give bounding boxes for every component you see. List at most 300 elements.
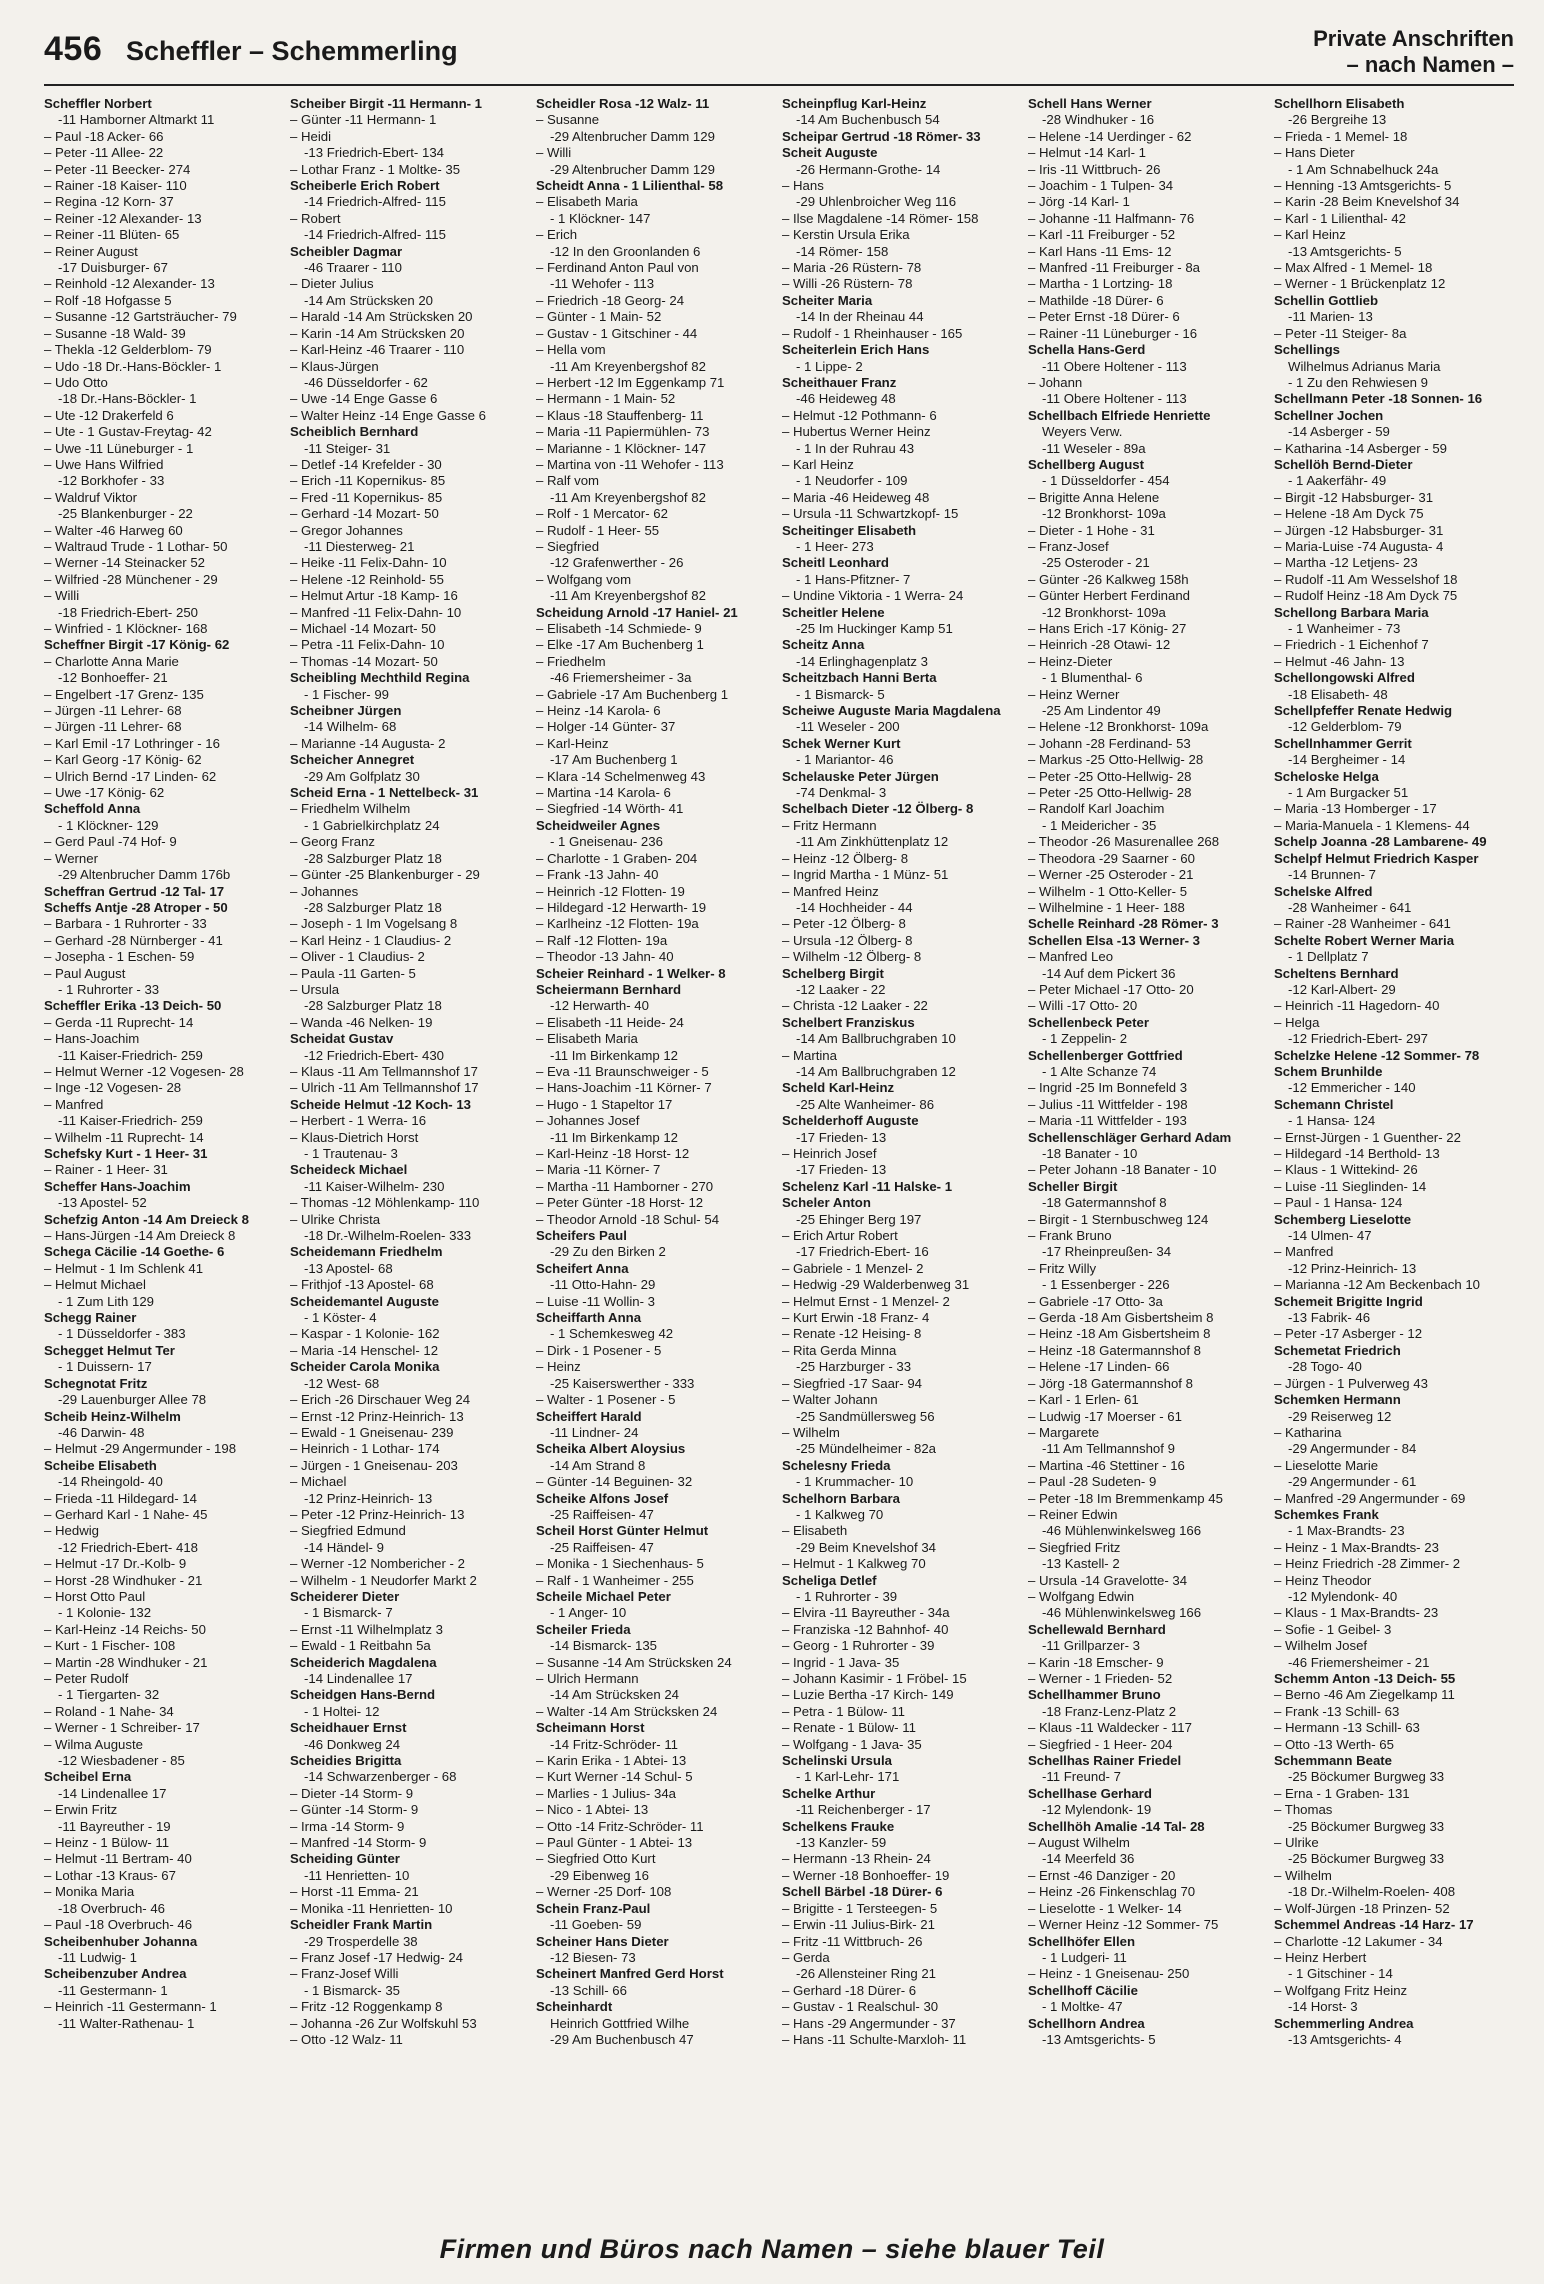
- surname-entry: Scheika Albert Aloysius: [536, 1441, 686, 1457]
- surname-entry: Scheffner Birgit -17 König- 62: [44, 637, 230, 653]
- given-name-entry: – Willi: [44, 588, 80, 604]
- address-line: -14 Schwarzenberger - 68: [304, 1769, 457, 1785]
- given-name-entry: – Helmut Ernst - 1 Menzel- 2: [782, 1293, 950, 1309]
- given-name-entry: – Ernst -12 Prinz-Heinrich- 13: [290, 1408, 464, 1424]
- given-name-entry: – Helmut Artur -18 Kamp- 16: [290, 588, 458, 604]
- given-name-entry: – Monika -11 Henrietten- 10: [290, 1900, 453, 1916]
- address-line: -13 Amtsgerichts- 4: [1288, 2031, 1402, 2047]
- given-name-entry: – Frank -13 Jahn- 40: [536, 867, 659, 883]
- given-name-entry: – Birgit - 1 Sternbuschweg 124: [1028, 1211, 1209, 1227]
- given-name-entry: – Paul Günter - 1 Abtei- 13: [536, 1835, 693, 1851]
- given-name-entry: – Dieter - 1 Hohe - 31: [1028, 522, 1155, 538]
- given-name-entry: – Peter -25 Otto-Hellwig- 28: [1028, 768, 1192, 784]
- given-name-entry: – Günter -25 Blankenburger - 29: [290, 867, 480, 883]
- address-line: -14 Brunnen- 7: [1288, 867, 1376, 883]
- surname-entry: Schell Hans Werner: [1028, 96, 1152, 111]
- address-line: -11 Diesterweg- 21: [304, 538, 415, 554]
- given-name-entry: – Max Alfred - 1 Memel- 18: [1274, 260, 1433, 276]
- given-name-entry: – Rainer -18 Kaiser- 110: [44, 178, 187, 194]
- given-name-entry: – August Wilhelm: [1028, 1835, 1130, 1851]
- address-line: -14 Wilhelm- 68: [304, 719, 397, 735]
- address-line: -29 Angermunder - 61: [1288, 1474, 1417, 1490]
- address-line: -13 Apostel- 52: [58, 1195, 147, 1211]
- surname-entry: Scheier Reinhard - 1 Welker- 8: [536, 965, 726, 981]
- given-name-entry: – Horst -28 Windhuker - 21: [44, 1572, 203, 1588]
- given-name-entry: – Heike -11 Felix-Dahn- 10: [290, 555, 447, 571]
- given-name-entry: – Hans -11 Schulte-Marxloh- 11: [782, 2031, 967, 2047]
- address-line: -46 Mühlenwinkelsweg 166: [1042, 1605, 1202, 1621]
- address-line: -11 Steiger- 31: [304, 440, 391, 456]
- given-name-entry: – Manfred -29 Angermunder - 69: [1274, 1490, 1466, 1506]
- given-name-entry: – Joseph - 1 Im Vogelsang 8: [290, 916, 458, 932]
- given-name-entry: – Siegfried -17 Saar- 94: [782, 1375, 923, 1391]
- surname-entry: Schek Werner Kurt: [782, 735, 901, 751]
- given-name-entry: – Hermann - 1 Main- 52: [536, 391, 676, 407]
- given-name-entry: – Heinrich -11 Hagedorn- 40: [1274, 998, 1440, 1014]
- given-name-entry: – Elvira -11 Bayreuther - 34a: [782, 1605, 950, 1621]
- surname-entry: Scheibler Dagmar: [290, 243, 403, 259]
- given-name-entry: – Thomas: [1274, 1802, 1333, 1818]
- given-name-entry: – Kurt Erwin -18 Franz- 4: [782, 1310, 930, 1326]
- given-name-entry: – Paul -18 Overbruch- 46: [44, 1917, 193, 1933]
- address-line: -13 Apostel- 68: [304, 1260, 393, 1276]
- address-line: -46 Düsseldorfer - 62: [304, 374, 428, 390]
- given-name-entry: – Karin -18 Emscher- 9: [1028, 1654, 1164, 1670]
- given-name-entry: – Uwe -17 König- 62: [44, 785, 165, 801]
- given-name-entry: – Rita Gerda Minna: [782, 1342, 897, 1358]
- address-line: -14 Lindenallee 17: [304, 1671, 413, 1686]
- given-name-entry: – Luise -11 Sieglinden- 14: [1274, 1178, 1427, 1194]
- given-name-entry: – Rudolf Heinz -18 Am Dyck 75: [1274, 588, 1458, 604]
- address-line: - 1 Bismarck- 5: [796, 686, 885, 702]
- given-name-entry: – Regina -12 Korn- 37: [44, 194, 174, 210]
- given-name-entry: – Paul -28 Sudeten- 9: [1028, 1474, 1157, 1490]
- given-name-entry: – Werner -25 Osteroder - 21: [1028, 867, 1194, 883]
- given-name-entry: – Martina von -11 Wehofer - 113: [536, 456, 724, 472]
- given-name-entry: – Otto -12 Walz- 11: [290, 2031, 403, 2047]
- given-name-entry: – Maria -13 Homberger - 17: [1274, 801, 1437, 817]
- given-name-entry: – Marlies - 1 Julius- 34a: [536, 1785, 676, 1801]
- address-line: - 1 Hans-Pfitzner- 7: [796, 571, 911, 587]
- given-name-entry: – Maria -11 Wittfelder - 193: [1028, 1113, 1187, 1129]
- address-line: - 1 Am Burgacker 51: [1288, 785, 1409, 801]
- given-name-entry: – Gustav - 1 Realschul- 30: [782, 1999, 939, 2015]
- given-name-entry: – Marianne - 1 Klöckner- 147: [536, 440, 707, 456]
- address-line: - 1 Am Schnabelhuck 24a: [1288, 161, 1439, 177]
- given-name-entry: – Manfred Leo: [1028, 949, 1114, 965]
- address-line: - 1 Wanheimer - 73: [1288, 621, 1401, 636]
- address-line: -17 Friedrich-Ebert- 16: [796, 1244, 929, 1260]
- given-name-entry: – Franziska -12 Bahnhof- 40: [782, 1621, 949, 1637]
- given-name-entry: – Fred -11 Kopernikus- 85: [290, 489, 443, 505]
- given-name-entry: – Ute -12 Drakerfeld 6: [44, 407, 174, 423]
- given-name-entry: – Wilhelm: [782, 1424, 840, 1440]
- address-line: -14 Am Buchenbusch 54: [796, 112, 940, 128]
- section-title: [1313, 26, 1514, 78]
- given-name-entry: – Helene -18 Am Dyck 75: [1274, 506, 1424, 522]
- address-line: -28 Windhuker - 16: [1042, 112, 1155, 128]
- given-name-entry: – Kurt Werner -14 Schul- 5: [536, 1769, 693, 1785]
- address-line: -12 Bronkhorst- 109a: [1042, 506, 1166, 522]
- given-name-entry: – Karl - 1 Erlen- 61: [1028, 1392, 1139, 1408]
- address-line: -25 Alte Wanheimer- 86: [796, 1096, 935, 1112]
- given-name-entry: – Wanda -46 Nelken- 19: [290, 1014, 433, 1030]
- given-name-entry: – Eva -11 Braunschweiger - 5: [536, 1063, 709, 1079]
- address-line: -25 Böckumer Burgweg 33: [1288, 1851, 1445, 1867]
- address-line: -14 Am Strand 8: [550, 1457, 646, 1473]
- given-name-entry: – Michael: [290, 1474, 347, 1490]
- given-name-entry: – Franz-Josef: [1028, 538, 1109, 554]
- given-name-entry: – Werner - 1 Brückenplatz 12: [1274, 276, 1446, 292]
- address-line: -46 Friemersheimer - 3a: [550, 670, 692, 686]
- given-name-entry: – Willi -17 Otto- 20: [1028, 998, 1138, 1014]
- given-name-entry: – Gabriele -17 Am Buchenberg 1: [536, 686, 729, 702]
- given-name-entry: – Peter -11 Allee- 22: [44, 145, 164, 161]
- given-name-entry: – Katharina -14 Asberger - 59: [1274, 440, 1448, 456]
- given-name-entry: – Rolf - 1 Mercator- 62: [536, 506, 668, 522]
- surname-entry: Scheiberle Erich Robert: [290, 178, 440, 194]
- address-line: -28 Togo- 40: [1288, 1359, 1362, 1375]
- given-name-entry: – Frieda -11 Hildegard- 14: [44, 1490, 197, 1506]
- given-name-entry: – Waltraud Trude - 1 Lothar- 50: [44, 538, 228, 554]
- surname-entry: Scheib Heinz-Wilhelm: [44, 1408, 181, 1424]
- address-line: -13 Friedrich-Ebert- 134: [304, 145, 444, 161]
- surname-entry: Schellhöh Amalie -14 Tal- 28: [1028, 1818, 1205, 1834]
- given-name-entry: – Klara -14 Schelmenweg 43: [536, 768, 706, 784]
- given-name-entry: – Ernst -46 Danziger - 20: [1028, 1867, 1176, 1883]
- surname-entry: Scheidat Gustav: [290, 1031, 394, 1047]
- surname-entry: Scheicher Annegret: [290, 752, 415, 768]
- address-line: -14 Händel- 9: [304, 1539, 384, 1555]
- given-name-entry: – Werner - 1 Frieden- 52: [1028, 1671, 1173, 1686]
- given-name-entry: – Elisabeth: [782, 1523, 848, 1539]
- surname-entry: Schegnotat Fritz: [44, 1375, 148, 1391]
- surname-entry: Scheidemann Friedhelm: [290, 1244, 443, 1260]
- address-line: -13 Schill- 66: [550, 1982, 627, 1998]
- address-line: -18 Dr.-Wilhelm-Roelen- 408: [1288, 1884, 1456, 1900]
- given-name-entry: – Karl Hans -11 Ems- 12: [1028, 243, 1172, 259]
- address-line: -25 Im Huckinger Kamp 51: [796, 621, 953, 636]
- given-name-entry: – Gerhard -28 Nürnberger - 41: [44, 932, 223, 948]
- given-name-entry: – Otto -13 Werth- 65: [1274, 1736, 1394, 1752]
- given-name-entry: – Günter -11 Hermann- 1: [290, 112, 437, 128]
- given-name-entry: – Wilhelm: [1274, 1867, 1332, 1883]
- given-name-entry: – Maria-Manuela - 1 Klemens- 44: [1274, 817, 1470, 833]
- given-name-entry: – Erich: [536, 227, 578, 243]
- given-name-entry: – Heinz - 1 Gneisenau- 250: [1028, 1966, 1190, 1982]
- given-name-entry: – Wilhelm -12 Ölberg- 8: [782, 949, 922, 965]
- given-name-entry: – Heinz -18 Am Gisbertsheim 8: [1028, 1326, 1211, 1342]
- given-name-entry: – Marianne -14 Augusta- 2: [290, 735, 446, 751]
- surname-entry: Scheiwe Auguste Maria Magdalena: [782, 703, 1001, 719]
- surname-entry: Schemken Hermann: [1274, 1392, 1401, 1408]
- address-line: - 1 Düsseldorfer - 454: [1042, 473, 1170, 489]
- surname-entry: Schega Cäcilie -14 Goethe- 6: [44, 1244, 225, 1260]
- given-name-entry: – Ursula -12 Ölberg- 8: [782, 932, 913, 948]
- address-line: -14 Lindenallee 17: [58, 1785, 167, 1801]
- address-line: -11 Am Kreyenbergshof 82: [550, 489, 706, 505]
- address-line: -14 Am Strücksken 24: [550, 1687, 680, 1703]
- given-name-entry: – Helene -12 Bronkhorst- 109a: [1028, 719, 1209, 735]
- given-name-entry: – Martina -46 Stettiner - 16: [1028, 1457, 1185, 1473]
- given-name-entry: – Uwe -14 Enge Gasse 6: [290, 391, 438, 407]
- given-name-entry: – Peter -11 Beecker- 274: [44, 161, 191, 177]
- given-name-entry: – Heinz Werner: [1028, 686, 1120, 702]
- given-name-entry: – Horst Otto Paul: [44, 1588, 146, 1604]
- given-name-entry: – Wolf-Jürgen -18 Prinzen- 52: [1274, 1900, 1450, 1916]
- surname-entry: Schellenschläger Gerhard Adam: [1028, 1129, 1232, 1145]
- address-line: -11 Wehofer - 113: [550, 276, 655, 292]
- given-name-entry: – Siegfried: [536, 538, 600, 554]
- given-name-entry: – Hans: [782, 178, 824, 194]
- given-name-entry: – Ilse Magdalene -14 Römer- 158: [782, 210, 979, 226]
- surname-entry: Schellen Elsa -13 Werner- 3: [1028, 932, 1201, 948]
- given-name-entry: – Helene -17 Linden- 66: [1028, 1359, 1170, 1375]
- surname-entry: Schelderhoff Auguste: [782, 1113, 919, 1129]
- address-line: -12 Prinz-Heinrich- 13: [304, 1490, 433, 1506]
- surname-entry: Schein Franz-Paul: [536, 1900, 651, 1916]
- given-name-entry: – Iris -11 Wittbruch- 26: [1028, 161, 1161, 177]
- given-name-entry: – Herbert - 1 Werra- 16: [290, 1113, 427, 1129]
- given-name-entry: – Joachim - 1 Tulpen- 34: [1028, 178, 1174, 194]
- given-name-entry: – Gustav - 1 Gitschiner - 44: [536, 325, 698, 341]
- address-line: - 1 Tiergarten- 32: [58, 1687, 160, 1703]
- given-name-entry: – Siegfried Otto Kurt: [536, 1851, 656, 1867]
- surname-entry: Scheiermann Bernhard: [536, 981, 682, 997]
- address-line: -12 Emmericher - 140: [1288, 1080, 1416, 1096]
- page-header: [44, 26, 1514, 86]
- address-line: -25 Raiffeisen- 47: [550, 1506, 654, 1522]
- address-line: - 1 Essenberger - 226: [1042, 1277, 1170, 1293]
- given-name-entry: – Peter -17 Asberger - 12: [1274, 1326, 1423, 1342]
- given-name-entry: – Walter -46 Harweg 60: [44, 522, 183, 538]
- given-name-entry: – Martina: [782, 1047, 837, 1063]
- address-line: -12 Friedrich-Ebert- 418: [58, 1539, 198, 1555]
- address-line: -14 Auf dem Pickert 36: [1042, 965, 1176, 981]
- surname-entry: Scheffold Anna: [44, 801, 141, 817]
- given-name-entry: – Hella vom: [536, 342, 606, 358]
- given-name-entry: – Karin Erika - 1 Abtei- 13: [536, 1753, 687, 1769]
- given-name-entry: – Barbara - 1 Ruhrorter - 33: [44, 916, 207, 932]
- address-line: -11 Gestermann- 1: [58, 1982, 168, 1998]
- given-name-entry: – Johanna -26 Zur Wolfskuhl 53: [290, 2015, 477, 2031]
- address-line: -12 Gelderblom- 79: [1288, 719, 1402, 735]
- given-name-entry: – Fritz -12 Roggenkamp 8: [290, 1999, 443, 2015]
- address-line: -46 Donkweg 24: [304, 1736, 401, 1752]
- given-name-entry: – Gerhard -14 Mozart- 50: [290, 506, 439, 522]
- given-name-entry: – Hans-Joachim -11 Körner- 7: [536, 1080, 712, 1096]
- given-name-entry: – Jörg -14 Karl- 1: [1028, 194, 1130, 210]
- page-footer-note: Firmen und Büros nach Namen – siehe blauer Teil: [439, 2234, 1105, 2264]
- given-name-entry: – Dieter Julius: [290, 276, 374, 292]
- given-name-entry: – Marianna -12 Am Beckenbach 10: [1274, 1277, 1480, 1293]
- address-line: -74 Denkmal- 3: [796, 785, 887, 801]
- address-line: -12 Grafenwerther - 26: [550, 555, 684, 571]
- given-name-entry: – Jürgen -11 Lehrer- 68: [44, 719, 182, 735]
- given-name-entry: – Gerhard Karl - 1 Nahe- 45: [44, 1506, 208, 1522]
- address-line: -17 Frieden- 13: [796, 1162, 887, 1178]
- address-line: - 1 Meidericher - 35: [1042, 817, 1157, 833]
- given-name-entry: – Elke -17 Am Buchenberg 1: [536, 637, 704, 653]
- given-name-entry: – Lothar -13 Kraus- 67: [44, 1867, 176, 1883]
- given-name-entry: – Maria -11 Papiermühlen- 73: [536, 424, 710, 440]
- given-name-entry: – Karl Emil -17 Lothringer - 16: [44, 735, 220, 751]
- surname-entry: Schelinski Ursula: [782, 1753, 892, 1769]
- given-name-entry: – Peter -12 Ölberg- 8: [782, 916, 906, 932]
- given-name-entry: – Holger -14 Günter- 37: [536, 719, 676, 735]
- given-name-entry: – Georg Franz: [290, 834, 376, 850]
- given-name-entry: – Renate -12 Heising- 8: [782, 1326, 922, 1342]
- address-line: - 1 Zu den Rehwiesen 9: [1288, 374, 1429, 390]
- surname-entry: Scheipar Gertrud -18 Römer- 33: [782, 128, 981, 144]
- address-line: -25 Blankenburger - 22: [58, 506, 193, 522]
- given-name-entry: – Erich Artur Robert: [782, 1228, 898, 1244]
- given-name-entry: – Renate - 1 Bülow- 11: [782, 1720, 916, 1736]
- given-name-entry: – Hans Dieter: [1274, 145, 1355, 161]
- given-name-entry: – Manfred -11 Freiburger - 8a: [1028, 260, 1201, 276]
- surname-entry: Schem Brunhilde: [1274, 1063, 1383, 1079]
- address-line: -12 Laaker - 22: [796, 981, 886, 997]
- address-line: -25 Ehinger Berg 197: [796, 1211, 922, 1227]
- given-name-entry: – Randolf Karl Joachim: [1028, 801, 1165, 817]
- given-name-entry: – Thekla -12 Gelderblom- 79: [44, 342, 212, 358]
- given-name-entry: – Helmut Werner -12 Vogesen- 28: [44, 1063, 244, 1079]
- given-name-entry: – Friedrich - 1 Eichenhof 7: [1274, 637, 1429, 653]
- address-line: -11 Weseler - 89a: [1042, 440, 1146, 456]
- given-name-entry: – Ursula -11 Schwartzkopf- 15: [782, 506, 959, 522]
- surname-entry: Scheitl Leonhard: [782, 555, 889, 571]
- given-name-entry: – Brigitte Anna Helene: [1028, 489, 1160, 505]
- given-name-entry: – Mathilde -18 Dürer- 6: [1028, 292, 1164, 308]
- given-name-entry: – Werner Heinz -12 Sommer- 75: [1028, 1917, 1219, 1933]
- address-line: - 1 Ludgeri- 11: [1042, 1949, 1127, 1965]
- given-name-entry: – Ludwig -17 Moerser - 61: [1028, 1408, 1182, 1424]
- given-name-entry: – Johannes: [290, 883, 359, 899]
- surname-entry: Scheiter Maria: [782, 292, 873, 308]
- given-name-entry: – Peter -25 Otto-Hellwig- 28: [1028, 785, 1192, 801]
- given-name-entry: – Willi -26 Rüstern- 78: [782, 276, 913, 292]
- address-line: - 1 Mariantor- 46: [796, 752, 894, 768]
- surname-entry: Schellewald Bernhard: [1028, 1621, 1166, 1637]
- directory-columns: [44, 96, 1514, 2218]
- surname-entry: Scheibe Elisabeth: [44, 1457, 157, 1473]
- address-line: -13 Amtsgerichts- 5: [1042, 2031, 1156, 2047]
- address-line: -18 Overbruch- 46: [58, 1900, 166, 1916]
- address-line: -11 Im Birkenkamp 12: [550, 1129, 679, 1145]
- given-name-entry: – Elisabeth Maria: [536, 194, 638, 210]
- address-line: -25 Böckumer Burgweg 33: [1288, 1818, 1445, 1834]
- given-name-entry: – Nico - 1 Abtei- 13: [536, 1802, 649, 1818]
- given-name-entry: – Inge -12 Vogesen- 28: [44, 1080, 182, 1096]
- given-name-entry: – Heinz: [536, 1359, 581, 1375]
- address-line: -25 Kaiserswerther - 333: [550, 1375, 695, 1391]
- address-line: - 1 Köster- 4: [304, 1310, 377, 1326]
- address-line: - 1 Gabrielkirchplatz 24: [304, 817, 440, 833]
- given-name-entry: – Erich -26 Dirschauer Weg 24: [290, 1392, 471, 1408]
- surname-entry: Scheibling Mechthild Regina: [290, 670, 470, 686]
- address-line: -11 Ludwig- 1: [58, 1949, 137, 1965]
- surname-entry: Scheidler Frank Martin: [290, 1917, 433, 1933]
- given-name-entry: – Heinz-Dieter: [1028, 653, 1113, 669]
- address-line: - 1 Heer- 273: [796, 538, 874, 554]
- given-name-entry: – Reiner -12 Alexander- 13: [44, 210, 202, 226]
- given-name-entry: – Wilhelm -11 Ruprecht- 14: [44, 1129, 204, 1145]
- address-line: -11 Obere Holtener - 113: [1042, 358, 1187, 374]
- given-name-entry: – Gerhard -18 Dürer- 6: [782, 1982, 917, 1998]
- given-name-entry: – Werner -14 Steinacker 52: [44, 555, 206, 571]
- given-name-entry: – Wilhelm - 1 Neudorfer Markt 2: [290, 1572, 477, 1588]
- given-name-entry: – Kaspar - 1 Kolonie- 162: [290, 1326, 440, 1342]
- surname-entry: Scheltens Bernhard: [1274, 965, 1399, 981]
- surname-entry: Schelkens Frauke: [782, 1818, 895, 1834]
- given-name-entry: – Hermann -13 Rhein- 24: [782, 1851, 931, 1867]
- address-line: - 1 Aakerfähr- 49: [1288, 473, 1387, 489]
- given-name-entry: – Ulrich -11 Am Tellmannshof 17: [290, 1080, 479, 1096]
- surname-entry: Scheike Alfons Josef: [536, 1490, 669, 1506]
- address-line: -11 Am Tellmannshof 9: [1042, 1441, 1175, 1457]
- given-name-entry: – Oliver - 1 Claudius- 2: [290, 949, 425, 965]
- given-name-entry: – Robert: [290, 210, 341, 226]
- address-line: - 1 Fischer- 99: [304, 686, 390, 702]
- given-name-entry: – Wilma Auguste: [44, 1736, 143, 1752]
- address-line: -46 Friemersheimer - 21: [1288, 1654, 1430, 1670]
- address-line: - 1 Holtei- 12: [304, 1703, 380, 1719]
- given-name-entry: – Ursula -14 Gravelotte- 34: [1028, 1572, 1188, 1588]
- surname-entry: Scheinpflug Karl-Heinz: [782, 96, 927, 111]
- address-line: -29 Lauenburger Allee 78: [58, 1392, 207, 1408]
- given-name-entry: – Irma -14 Storm- 9: [290, 1818, 405, 1834]
- address-line: -18 Dr.-Hans-Böckler- 1: [58, 391, 197, 407]
- given-name-entry: – Udo -18 Dr.-Hans-Böckler- 1: [44, 358, 222, 374]
- given-name-entry: – Siegfried -14 Wörth- 41: [536, 801, 684, 817]
- given-name-entry: – Rainer -11 Lüneburger - 16: [1028, 325, 1198, 341]
- address-line: -18 Elisabeth- 48: [1288, 686, 1388, 702]
- given-name-entry: – Klaus -11 Am Tellmannshof 17: [290, 1063, 478, 1079]
- given-name-entry: – Berno -46 Am Ziegelkamp 11: [1274, 1687, 1455, 1703]
- surname-entry: Scheidt Anna - 1 Lilienthal- 58: [536, 178, 724, 194]
- address-line: -46 Darwin- 48: [58, 1424, 145, 1440]
- address-line: - 1 In der Ruhrau 43: [796, 440, 915, 456]
- address-line: -13 Amtsgerichts- 5: [1288, 243, 1402, 259]
- surname-entry: Schelhorn Barbara: [782, 1490, 900, 1506]
- surname-entry: Scheithauer Franz: [782, 374, 897, 390]
- surname-entry: Scheibenhuber Johanna: [44, 1933, 198, 1949]
- given-name-entry: – Karl - 1 Lilienthal- 42: [1274, 210, 1406, 226]
- given-name-entry: – Hubertus Werner Heinz: [782, 424, 931, 440]
- surname-entry: Scheibel Erna: [44, 1769, 132, 1785]
- given-name-entry: – Frieda - 1 Memel- 18: [1274, 128, 1408, 144]
- address-line: -25 Böckumer Burgweg 33: [1288, 1769, 1445, 1785]
- given-name-entry: – Susanne -14 Am Strücksken 24: [536, 1654, 732, 1670]
- address-line: - 1 Moltke- 47: [1042, 1999, 1123, 2015]
- surname-entry: Schelbach Dieter -12 Ölberg- 8: [782, 801, 974, 817]
- given-name-entry: – Otto -14 Fritz-Schröder- 11: [536, 1818, 704, 1834]
- given-name-entry: – Kurt - 1 Fischer- 108: [44, 1638, 176, 1654]
- given-name-entry: – Gerda -18 Am Gisbertsheim 8: [1028, 1310, 1214, 1326]
- address-line: -14 Ulmen- 47: [1288, 1228, 1372, 1244]
- given-name-entry: – Johann: [1028, 374, 1083, 390]
- given-name-entry: – Johannes Josef: [536, 1113, 640, 1129]
- given-name-entry: – Karl Heinz: [1274, 227, 1346, 243]
- address-line: -17 Am Buchenberg 1: [550, 752, 678, 768]
- surname-entry: Scheiffert Harald: [536, 1408, 642, 1424]
- given-name-entry: – Ulrike: [1274, 1835, 1319, 1851]
- surname-entry: Schelske Alfred: [1274, 883, 1373, 899]
- surname-entry: Scheiffarth Anna: [536, 1310, 642, 1326]
- address-line: -14 Am Ballbruchgraben 12: [796, 1063, 956, 1079]
- address-line: -12 Biesen- 73: [550, 1949, 636, 1965]
- surname-entry: Scheidler Rosa -12 Walz- 11: [536, 96, 710, 111]
